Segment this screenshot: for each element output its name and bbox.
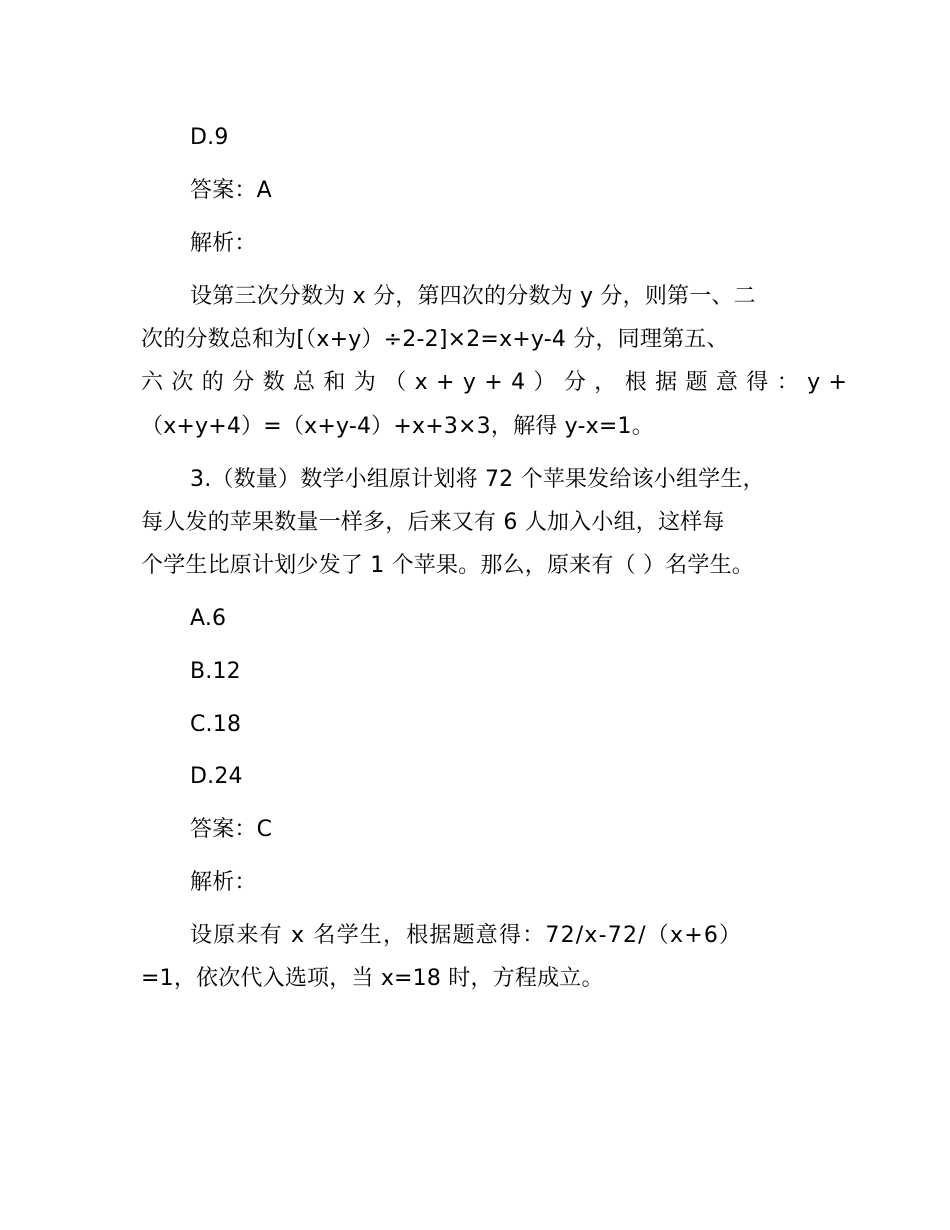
analysis-text: 设原来有 x 名学生，根据题意得：72/x-72/（x+6）	[190, 923, 743, 948]
option-c: C.18	[190, 712, 242, 737]
question-text: 每人发的苹果数量一样多，后来又有 6 人加入小组，这样每	[141, 510, 725, 535]
answer-line: 答案：A	[190, 178, 272, 203]
option-b: B.12	[190, 659, 241, 684]
analysis-text: 次的分数总和为[（x+y）÷2-2]×2=x+y-4 分，同理第五、	[141, 327, 729, 352]
question-text: 个学生比原计划少发了 1 个苹果。那么，原来有（ ）名学生。	[141, 553, 754, 578]
analysis-text: 设第三次分数为 x 分，第四次的分数为 y 分，则第一、二	[190, 284, 756, 309]
analysis-text: 六次的分数总和为（x+y+4）分，根据题意得：y+	[141, 370, 856, 395]
question-text: 3.（数量）数学小组原计划将 72 个苹果发给该小组学生，	[190, 467, 765, 492]
option-d: D.24	[190, 764, 243, 789]
analysis-text: （x+y+4）=（x+y-4）+x+3×3，解得 y-x=1。	[141, 414, 654, 439]
answer-line: 答案：C	[190, 817, 273, 842]
option-a: A.6	[190, 606, 227, 631]
analysis-text: =1，依次代入选项，当 x=18 时，方程成立。	[141, 966, 604, 991]
analysis-label: 解析：	[190, 231, 257, 256]
option-d: D.9	[190, 125, 229, 150]
analysis-label: 解析：	[190, 870, 257, 895]
